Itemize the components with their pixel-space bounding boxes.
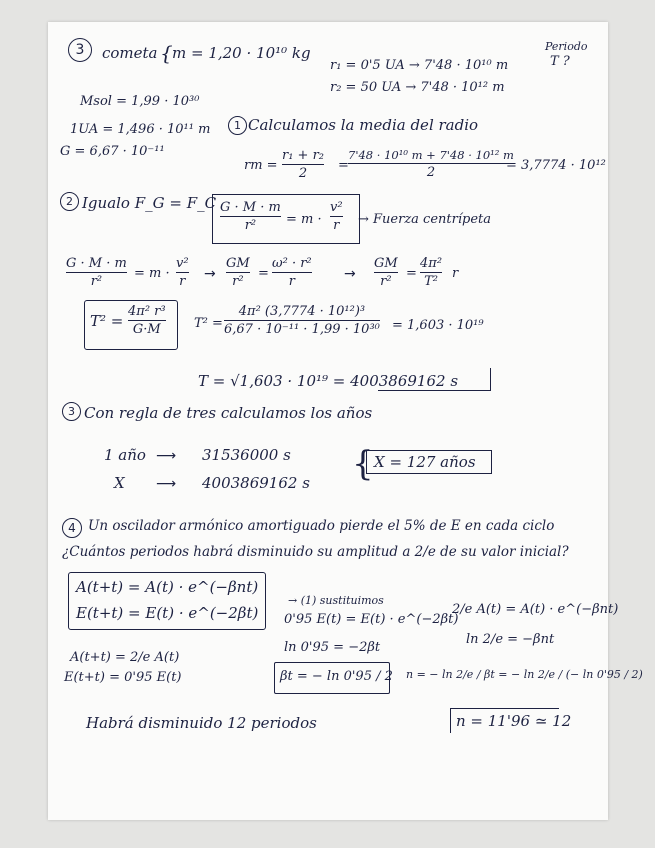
rm-result: = 3,7774 · 10¹² — [506, 158, 606, 173]
t-final-underline — [378, 368, 491, 391]
amplitude-relation: A(t+t) = 2/e A(t) — [70, 650, 180, 665]
row2-left: X — [114, 474, 125, 492]
deriv-v-num: v² — [176, 256, 189, 271]
problem-line-2: ¿Cuántos periodos habrá disminuido su amplitud a 2/e de su valor inicial? — [62, 544, 569, 560]
brace-mark: { — [160, 41, 173, 65]
row1-left: 1 año — [104, 446, 146, 464]
box-fraction-left — [220, 200, 281, 233]
deriv-fraction-1 — [66, 256, 127, 289]
rm-fraction — [282, 148, 324, 181]
amplitude-equation: 2/e A(t) = A(t) · e^(−βnt) — [452, 602, 619, 617]
deriv-fraction-pi — [420, 256, 442, 289]
rm-denominator-values: 2 — [426, 165, 436, 180]
rm-denominator: 2 — [298, 166, 308, 181]
deriv-3-eq: = — [406, 266, 417, 281]
box-v-numerator: v² — [330, 200, 343, 215]
conclusion-text: Habrá disminuido 12 periodos — [86, 714, 317, 732]
problem-line-1: Un oscilador armónico amortiguado pierde el 5% de E en cada ciclo — [88, 518, 555, 534]
row1-right: 31536000 s — [202, 446, 291, 464]
notebook-page — [48, 22, 643, 820]
box-v-denominator: r — [333, 218, 340, 233]
gravity-constant: G = 6,67 · 10⁻¹¹ — [60, 144, 165, 159]
step-2-number: 2 — [60, 192, 79, 211]
cometa-label: cometa — [102, 44, 158, 62]
energy-relation: E(t+t) = 0'95 E(t) — [64, 670, 182, 685]
deriv-fraction-3 — [374, 256, 398, 289]
deriv-fraction-w — [272, 256, 312, 289]
t-box-lhs: T² = — [90, 312, 124, 330]
section-4-number: 4 — [62, 518, 82, 538]
arrow-icon: ⟶ — [156, 448, 177, 464]
sun-mass: Msol = 1,99 · 10³⁰ — [80, 94, 200, 109]
deriv-3-den: r² — [380, 274, 392, 289]
t-box-num: 4π² r³ — [128, 304, 166, 319]
t2-den: 6,67 · 10⁻¹¹ · 1,99 · 10³⁰ — [224, 322, 380, 337]
t2-lhs: T² = — [194, 316, 223, 331]
t2-result: = 1,603 · 10¹⁹ — [392, 318, 484, 333]
t-final: T = √1,603 · 10¹⁹ = 4003869162 s — [198, 372, 459, 390]
deriv-r: r — [452, 266, 459, 281]
box-numerator: G · M · m — [220, 200, 281, 215]
deriv-w-den: r — [288, 274, 295, 289]
box-denominator: r² — [244, 218, 257, 233]
rm-numerator-values: 7'48 · 10¹⁰ m + 7'48 · 10¹² m — [348, 148, 514, 162]
deriv-1-num: G · M · m — [66, 256, 127, 271]
n-equation: n = − ln 2/e / βt = − ln 2/e / (− ln 0'95 / 2) — [406, 668, 643, 681]
deriv-1-eq: = m · — [134, 266, 170, 281]
radius-2: r₂ = 50 UA → 7'48 · 10¹² m — [330, 80, 505, 95]
deriv-3-num: GM — [374, 256, 398, 271]
deriv-pi-num: 4π² — [420, 256, 443, 271]
energy-equation: 0'95 E(t) = E(t) · e^(−2βt) — [284, 612, 459, 627]
beta-t-equation: βt = − ln 0'95 / 2 — [280, 669, 393, 684]
formula-energy: E(t+t) = E(t) · e^(−2βt) — [76, 604, 259, 622]
deriv-2-num: GM — [226, 256, 250, 271]
deriv-1-den: r² — [90, 274, 103, 289]
ln-2e-equation: ln 2/e = −βnt — [466, 632, 555, 647]
deriv-w-num: ω² · r² — [272, 256, 312, 271]
regla-tres-text: Con regla de tres calculamos los años — [84, 404, 373, 422]
row2-right: 4003869162 s — [202, 474, 310, 492]
t2-num: 4π² (3,7774 · 10¹²)³ — [238, 304, 366, 319]
deriv-pi-den: T² — [424, 274, 438, 289]
rm-lhs: rm = — [244, 158, 278, 173]
step-1-text: Calculamos la media del radio — [248, 116, 479, 134]
brace-icon: { — [352, 444, 374, 484]
fuerza-centripeta-label: → Fuerza centrípeta — [358, 212, 491, 227]
box-equals: = m · — [286, 212, 322, 227]
arrow-icon: → — [204, 266, 216, 282]
rm-numerator: r₁ + r₂ — [282, 148, 325, 163]
substitution-note: → (1) sustituimos — [288, 594, 384, 607]
section-number: 3 — [68, 38, 92, 62]
deriv-2-eq: = — [258, 266, 269, 281]
deriv-v-den: r — [179, 274, 186, 289]
periodo-label: Periodo — [545, 40, 588, 53]
deriv-fraction-2 — [226, 256, 250, 289]
periodo-question: T ? — [550, 54, 570, 69]
step-3-number: 3 — [62, 402, 81, 421]
arrow-icon: ⟶ — [156, 476, 177, 492]
arrow-icon: → — [344, 266, 356, 282]
igualo-text: Igualo F_G = F_C — [82, 194, 217, 212]
box-fraction-right — [330, 200, 343, 233]
n-result: n = 11'96 ≃ 12 — [456, 712, 572, 730]
t2-fraction — [224, 304, 380, 337]
formula-amplitude: A(t+t) = A(t) · e^(−βnt) — [76, 578, 259, 596]
t-box-fraction — [128, 304, 166, 337]
deriv-2-den: r² — [232, 274, 244, 289]
ln-095-equation: ln 0'95 = −2βt — [284, 640, 381, 655]
rm-fraction-values — [348, 148, 514, 180]
t-box-den: G·M — [132, 322, 161, 337]
step-1-number: 1 — [228, 116, 247, 135]
radius-1: r₁ = 0'5 UA → 7'48 · 10¹⁰ m — [330, 58, 509, 73]
deriv-fraction-v — [176, 256, 189, 289]
rm-equals: = — [338, 158, 349, 173]
regla-result: X = 127 años — [374, 453, 476, 471]
comet-mass: m = 1,20 · 10¹⁰ kg — [172, 44, 311, 62]
ua-conversion: 1UA = 1,496 · 10¹¹ m — [70, 122, 211, 137]
